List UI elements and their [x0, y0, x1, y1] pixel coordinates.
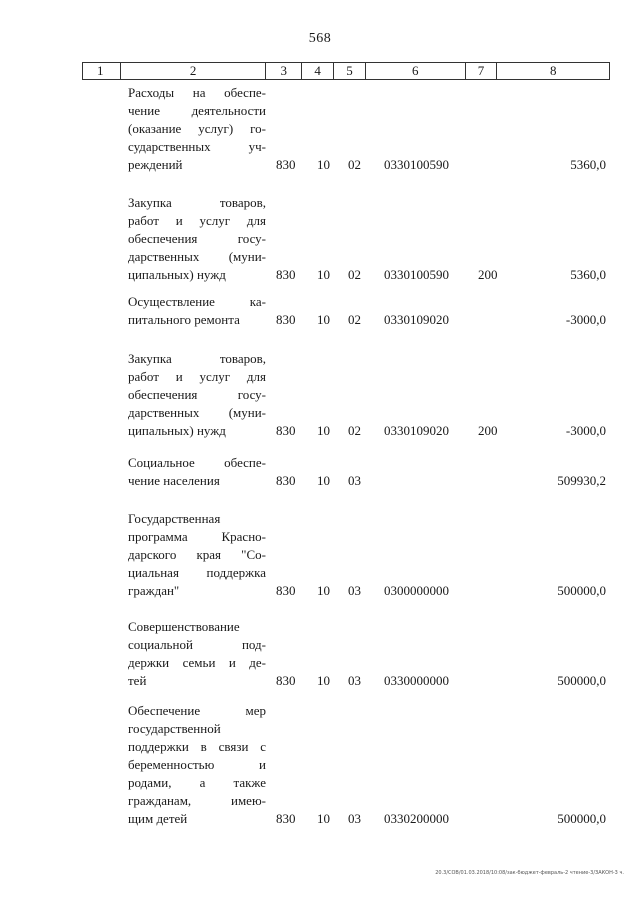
- row-cell-c4: 10: [317, 583, 330, 598]
- row-cell-c6: 0300000000: [384, 583, 449, 598]
- row-description-line: родами, а также: [128, 775, 266, 790]
- row-cell-c6: 0330100590: [384, 157, 449, 172]
- row-cell-c8: 500000,0: [557, 673, 606, 688]
- header-cell-3: 3: [266, 63, 302, 79]
- header-cell-4: 4: [302, 63, 334, 79]
- row-description-line: ципальных) нужд: [128, 423, 226, 438]
- row-description-line: чение деятельности: [128, 103, 266, 118]
- row-description-line: Расходы на обеспе-: [128, 85, 266, 100]
- row-description: [128, 293, 266, 329]
- row-cell-c4: 10: [317, 473, 330, 488]
- row-description-line: Осуществление ка-: [128, 294, 266, 309]
- row-description-line: обеспечения госу-: [128, 387, 266, 402]
- row-cell-c7: 200: [478, 423, 498, 438]
- row-description-line: держки семьи и де-: [128, 655, 266, 670]
- row-description-line: Социальное обеспе-: [128, 455, 266, 470]
- row-description-line: программа Красно-: [128, 529, 266, 544]
- row-cell-c4: 10: [317, 811, 330, 826]
- row-description-line: тей: [128, 673, 147, 688]
- row-cell-c8: 509930,2: [557, 473, 606, 488]
- row-cell-c6: 0330100590: [384, 267, 449, 282]
- row-description-line: граждан": [128, 583, 180, 598]
- header-cell-2: 2: [121, 63, 266, 79]
- row-description-line: поддержки в связи с: [128, 739, 266, 754]
- row-description: [128, 702, 266, 828]
- row-description-line: дарственных (муни-: [128, 249, 266, 264]
- row-description-line: циальная поддержка: [128, 565, 266, 580]
- row-cell-c3: 830: [276, 312, 296, 327]
- row-description-line: гражданам, имею-: [128, 793, 266, 808]
- row-description: [128, 350, 266, 440]
- row-description-line: Совершенствование: [128, 619, 240, 634]
- row-cell-c5: 03: [348, 673, 361, 688]
- row-description-line: дарственных (муни-: [128, 405, 266, 420]
- row-description: [128, 194, 266, 284]
- header-cell-6: 6: [366, 63, 466, 79]
- row-description-line: работ и услуг для: [128, 369, 266, 384]
- row-description: [128, 618, 266, 690]
- row-cell-c3: 830: [276, 811, 296, 826]
- row-description-line: Закупка товаров,: [128, 195, 266, 210]
- row-cell-c4: 10: [317, 267, 330, 282]
- row-cell-c5: 02: [348, 312, 361, 327]
- row-cell-c5: 02: [348, 423, 361, 438]
- row-description-line: щим детей: [128, 811, 188, 826]
- row-cell-c5: 03: [348, 473, 361, 488]
- page-number: 568: [308, 31, 332, 46]
- row-cell-c6: 0330109020: [384, 312, 449, 327]
- row-description: [128, 454, 266, 490]
- row-description-line: Государственная: [128, 511, 221, 526]
- row-cell-c4: 10: [317, 312, 330, 327]
- row-description-line: дарского края "Со-: [128, 547, 266, 562]
- row-cell-c6: 0330000000: [384, 673, 449, 688]
- row-cell-c4: 10: [317, 157, 330, 172]
- row-description-line: Закупка товаров,: [128, 351, 266, 366]
- row-description-line: обеспечения госу-: [128, 231, 266, 246]
- row-cell-c3: 830: [276, 423, 296, 438]
- table-header-row: [82, 62, 610, 80]
- row-cell-c8: 500000,0: [557, 811, 606, 826]
- row-description-line: (оказание услуг) го-: [128, 121, 266, 136]
- row-description-line: ципальных) нужд: [128, 267, 226, 282]
- row-cell-c3: 830: [276, 583, 296, 598]
- row-cell-c5: 03: [348, 583, 361, 598]
- row-description-line: сударственных уч-: [128, 139, 266, 154]
- row-description-line: чение населения: [128, 473, 220, 488]
- row-cell-c6: 0330200000: [384, 811, 449, 826]
- row-description: [128, 84, 266, 174]
- row-description-line: реждений: [128, 157, 183, 172]
- row-description-line: социальной под-: [128, 637, 266, 652]
- row-cell-c3: 830: [276, 267, 296, 282]
- row-cell-c3: 830: [276, 673, 296, 688]
- row-cell-c8: -3000,0: [565, 423, 606, 438]
- row-cell-c5: 02: [348, 267, 361, 282]
- document-footer-path: 20.3/СОВ/01.03.2018/10:08/зак-бюджет-февраль-2 чтение-3/ЗАКОН-3 ч.: [435, 870, 624, 876]
- row-description-line: беременностью и: [128, 757, 266, 772]
- row-cell-c8: 5360,0: [570, 267, 606, 282]
- row-cell-c3: 830: [276, 473, 296, 488]
- header-cell-5: 5: [334, 63, 366, 79]
- header-cell-1: 1: [83, 63, 121, 79]
- row-cell-c7: 200: [478, 267, 498, 282]
- header-cell-7: 7: [466, 63, 498, 79]
- row-description: [128, 510, 266, 600]
- row-description-line: питального ремонта: [128, 312, 240, 327]
- row-description-line: работ и услуг для: [128, 213, 266, 228]
- row-cell-c5: 02: [348, 157, 361, 172]
- row-cell-c4: 10: [317, 423, 330, 438]
- row-cell-c8: 500000,0: [557, 583, 606, 598]
- row-cell-c3: 830: [276, 157, 296, 172]
- row-cell-c4: 10: [317, 673, 330, 688]
- row-cell-c5: 03: [348, 811, 361, 826]
- row-cell-c8: -3000,0: [565, 312, 606, 327]
- row-cell-c6: 0330109020: [384, 423, 449, 438]
- row-cell-c8: 5360,0: [570, 157, 606, 172]
- row-description-line: Обеспечение мер: [128, 703, 266, 718]
- row-description-line: государственной: [128, 721, 221, 736]
- header-cell-8: 8: [549, 63, 557, 78]
